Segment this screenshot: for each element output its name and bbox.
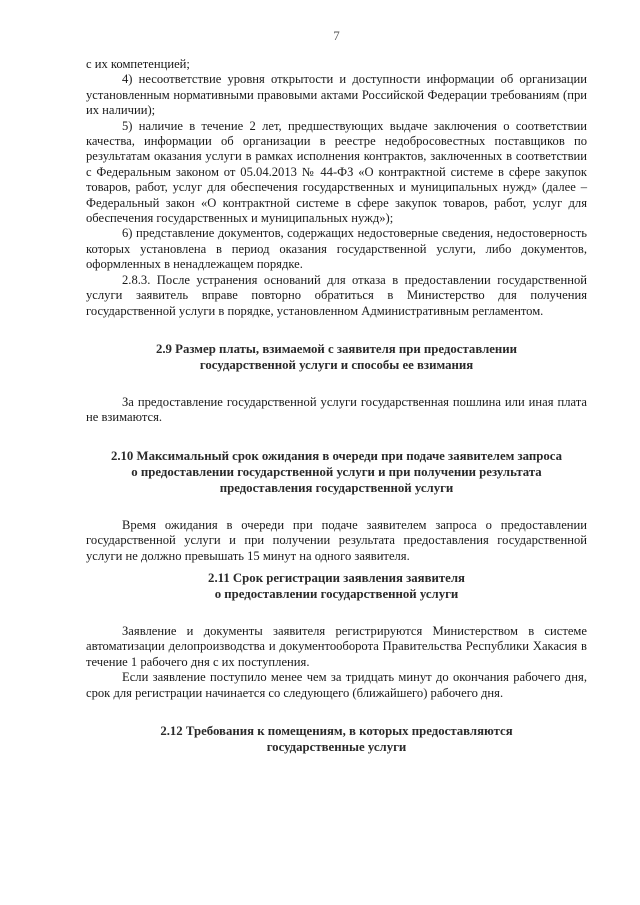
heading-line: предоставления государственной услуги [219,480,454,495]
section-heading [86,723,587,755]
paragraph: 4) несоответствие уровня открытости и доступности информации об организации установленным нормативными правовыми актами Российской Федерации требованиям (при их наличии); [86,72,587,118]
paragraph: 5) наличие в течение 2 лет, предшествующих выдаче заключения о соответствии качества, информации об организации в реестре недобросовестных поставщиков по результатам оказания услуги в рамках исполнения контрактов, заключенных в соответствии с Федеральным законом от 05.04.2013 № 44-ФЗ «О контрактной системе в сфере закупок товаров, работ, услуг для обеспечения государственных и муниципальных нужд» (далее – Федеральный закон «О контрактной системе в сфере закупок товаров, работ, услуг для обеспечения государственных и муниципальных нужд»); [86,118,587,226]
heading-line: 2.9 Размер платы, взимаемой с заявителя при предоставлении [155,341,518,356]
paragraph: Заявление и документы заявителя регистрируются Министерством в системе автоматизации делопроизводства и документооборота Правительства Республики Хакасия в течение 1 рабочего дня с их поступления. [86,623,587,669]
heading-line: о предоставлении государственной услуги и при получении результата [131,464,542,479]
paragraph: Время ожидания в очереди при подаче заявителем запроса о предоставлении государственной услуги и при получении результата предоставления государственной услуги не должно превышать 15 минут на одного заявителя. [86,517,587,563]
heading-line: 2.11 Срок регистрации заявления заявителя [208,570,465,585]
paragraph: 2.8.3. После устранения оснований для отказа в предоставлении государственной услуги заявитель вправе повторно обратиться в Министерство для получения государственной услуги в порядке, установленном Административным регламентом. [86,272,587,318]
paragraph: Если заявление поступило менее чем за тридцать минут до окончания рабочего дня, срок для регистрации начинается со следующего (ближайшего) рабочего дня. [86,670,587,700]
section-heading [86,570,587,602]
section-heading [86,341,587,373]
document-page [86,0,587,905]
heading-line: государственные услуги [266,739,407,754]
heading-line: о предоставлении государственной услуги [214,586,459,601]
paragraph: с их компетенцией; [86,57,190,71]
heading-line: 2.10 Максимальный срок ожидания в очереди при подаче заявителем запроса [110,448,563,463]
paragraph: 6) представление документов, содержащих недостоверные сведения, недостоверность которых установлена в период оказания государственной услуги, либо документов, оформленных в ненадлежащем порядке. [86,226,587,272]
document-body [86,57,587,755]
heading-line: 2.12 Требования к помещениям, в которых предоставляются [160,723,513,738]
paragraph: За предоставление государственной услуги государственная пошлина или иная плата не взимаются. [86,394,587,425]
section-heading [86,448,587,496]
page-number: 7 [333,28,340,43]
heading-line: государственной услуги и способы ее взимания [199,357,474,372]
